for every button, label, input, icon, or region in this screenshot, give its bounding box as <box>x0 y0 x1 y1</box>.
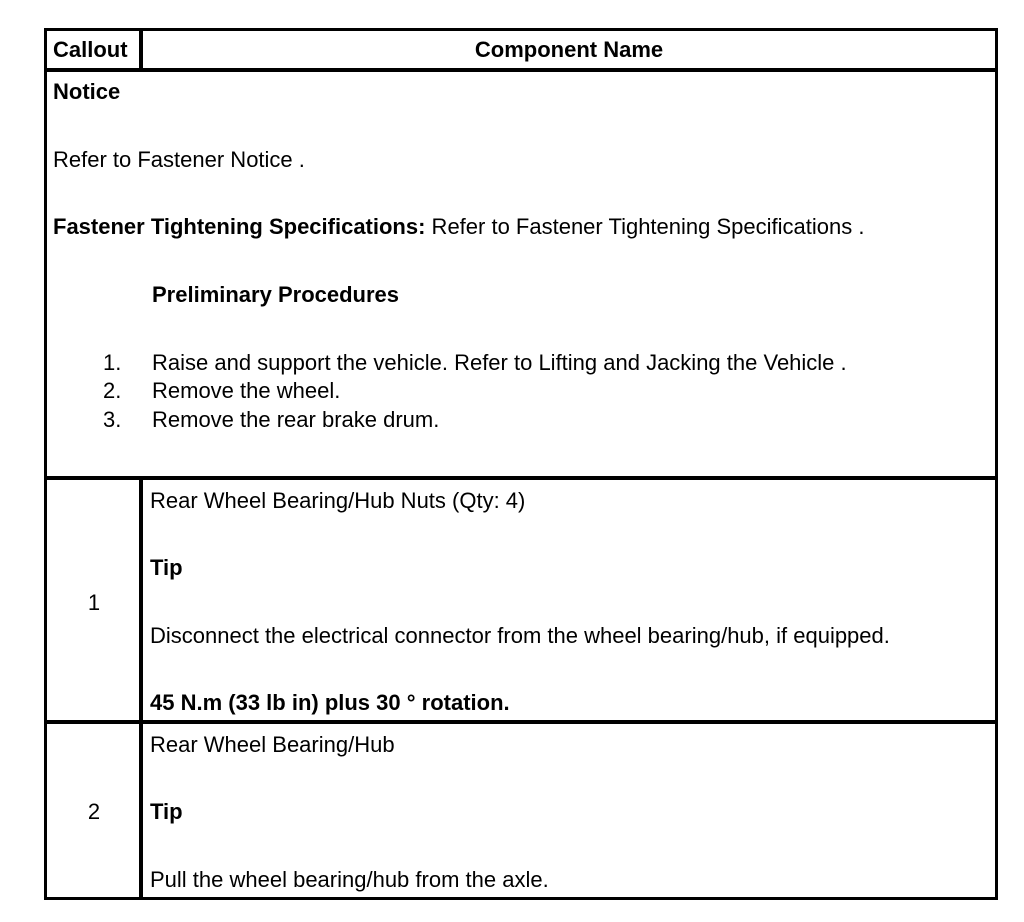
tightening-spec-text: Refer to Fastener Tightening Specifications . <box>425 214 865 239</box>
torque-spec: 45 N.m (33 lb in) plus 30 ° rotation. <box>150 690 510 715</box>
step-text: Raise and support the vehicle. Refer to Lifting and Jacking the Vehicle . <box>152 350 847 375</box>
header-callout: Callout <box>53 37 128 62</box>
fastener-notice-line: Refer to Fastener Notice . <box>53 147 305 172</box>
header-component-name: Component Name <box>474 37 664 62</box>
notice-title: Notice <box>53 79 121 104</box>
component-name: Rear Wheel Bearing/Hub <box>150 732 395 757</box>
step-text: Remove the wheel. <box>152 378 341 403</box>
step-number: 2. <box>103 378 122 403</box>
step-number: 1. <box>103 350 122 375</box>
row-divider <box>47 720 995 724</box>
callout-column-divider <box>139 476 143 897</box>
header-column-divider <box>139 31 143 72</box>
tip-label: Tip <box>150 555 183 580</box>
component-name: Rear Wheel Bearing/Hub Nuts (Qty: 4) <box>150 488 526 513</box>
tip-text: Disconnect the electrical connector from the wheel bearing/hub, if equipped. <box>150 623 890 648</box>
tightening-spec-line <box>53 216 864 238</box>
preliminary-procedures-title: Preliminary Procedures <box>152 282 400 307</box>
callout-number: 2 <box>87 799 101 824</box>
step-text: Remove the rear brake drum. <box>152 407 440 432</box>
tip-label: Tip <box>150 799 183 824</box>
callout-number: 1 <box>87 590 101 615</box>
tip-text: Pull the wheel bearing/hub from the axle. <box>150 867 549 892</box>
tightening-spec-label: Fastener Tightening Specifications: <box>53 214 426 239</box>
notice-divider <box>47 476 995 480</box>
header-divider <box>47 68 995 72</box>
step-number: 3. <box>103 407 122 432</box>
